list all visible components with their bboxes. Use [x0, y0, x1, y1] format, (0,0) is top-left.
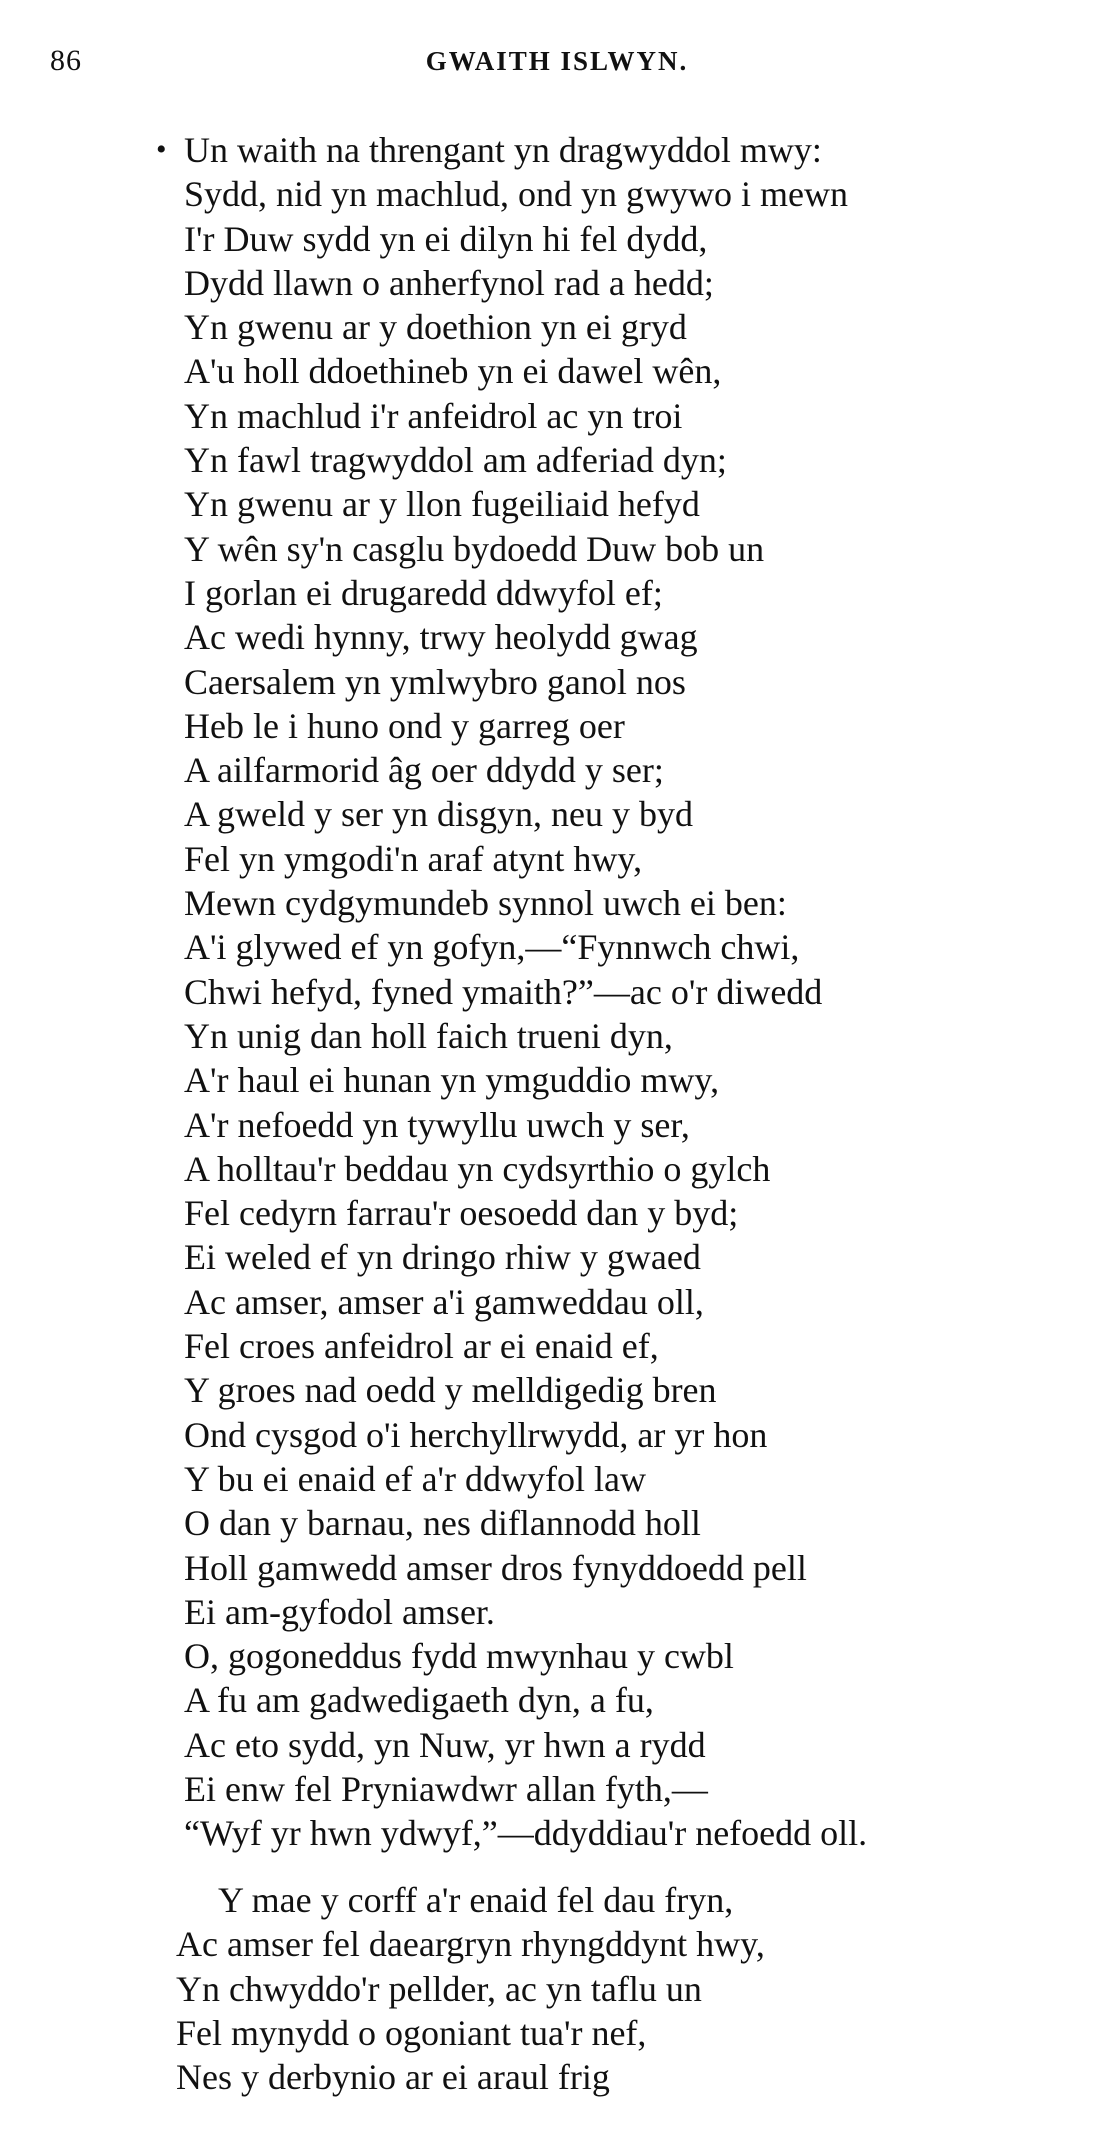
poem-line: Y mae y corff a'r enaid fel dau fryn, — [218, 1880, 734, 1920]
poem-line: Yn unig dan holl faich trueni dyn, — [184, 1015, 673, 1056]
poem-line: A ailfarmorid âg oer ddydd y ser; — [184, 750, 664, 791]
poem-line: Caersalem yn ymlwybro ganol nos — [184, 661, 686, 702]
poem-stanza — [0, 128, 1114, 1856]
poem-line: A'i glywed ef yn gofyn,—“Fynnwch chwi, — [184, 927, 800, 968]
stanza-marker: • — [156, 133, 167, 166]
poem-line: I'r Duw sydd yn ei dilyn hi fel dydd, — [184, 218, 708, 259]
poem-line: Sydd, nid yn machlud, ond yn gwywo i mewn — [184, 174, 848, 215]
poem-line: Ei enw fel Pryniawdwr allan fyth,— — [184, 1768, 708, 1809]
poem-line: Ac amser fel daeargryn rhyngddynt hwy, — [176, 1924, 765, 1965]
poem-stanza — [0, 1878, 1114, 2099]
poem-line: Yn gwenu ar y llon fugeiliaid hefyd — [184, 484, 700, 525]
poem-line: Ei weled ef yn dringo rhiw y gwaed — [184, 1237, 701, 1278]
poem-line: Ac amser, amser a'i gamweddau oll, — [184, 1281, 704, 1322]
poem-line: “Wyf yr hwn ydwyf,”—ddyddiau'r nefoedd oll. — [184, 1813, 868, 1854]
poem-line: Yn machlud i'r anfeidrol ac yn troi — [184, 395, 683, 436]
poem-line: Holl gamwedd amser dros fynyddoedd pell — [184, 1547, 807, 1588]
poem-line: Y groes nad oedd y melldigedig bren — [184, 1370, 717, 1411]
poem-line: Yn gwenu ar y doethion yn ei gryd — [184, 307, 687, 348]
running-head: GWAITH ISLWYN. — [425, 46, 689, 76]
poem-line: Nes y derbynio ar ei araul frig — [176, 2057, 610, 2098]
page-number: 86 — [50, 44, 82, 77]
poem-line: Chwi hefyd, fyned ymaith?”—ac o'r diwedd — [184, 971, 823, 1012]
poem-line: A'u holl ddoethineb yn ei dawel wên, — [184, 351, 722, 392]
poem-line: Y wên sy'n casglu bydoedd Duw bob un — [184, 528, 765, 569]
poem-line: Dydd llawn o anherfynol rad a hedd; — [184, 262, 714, 303]
poem-line: Y bu ei enaid ef a'r ddwyfol law — [184, 1458, 646, 1499]
poem-line: Ac eto sydd, yn Nuw, yr hwn a rydd — [184, 1724, 706, 1765]
poem-line: A'r haul ei hunan yn ymguddio mwy, — [184, 1060, 720, 1101]
poem-line: Yn fawl tragwyddol am adferiad dyn; — [184, 440, 727, 481]
poem-line: Ac wedi hynny, trwy heolydd gwag — [184, 617, 698, 658]
poem-line: Fel yn ymgodi'n araf atynt hwy, — [184, 838, 643, 879]
poem-line: I gorlan ei drugaredd ddwyfol ef; — [184, 572, 663, 613]
poem-line: A'r nefoedd yn tywyllu uwch y ser, — [184, 1104, 690, 1145]
poem-line: Ei am-gyfodol amser. — [184, 1591, 495, 1632]
poem-line: A holltau'r beddau yn cydsyrthio o gylch — [184, 1148, 771, 1189]
poem-line: Ond cysgod o'i herchyllrwydd, ar yr hon — [184, 1414, 768, 1455]
poem-line: Un waith na threngant yn dragwyddol mwy: — [184, 130, 822, 170]
poem-line: Yn chwyddo'r pellder, ac yn taflu un — [176, 1968, 702, 2009]
poem-line: O, gogoneddus fydd mwynhau y cwbl — [184, 1636, 734, 1677]
poem-line: Mewn cydgymundeb synnol uwch ei ben: — [184, 883, 787, 924]
poem-line: A gweld y ser yn disgyn, neu y byd — [184, 794, 693, 835]
poem-line: Fel mynydd o ogoniant tua'r nef, — [176, 2012, 647, 2053]
poem-line: O dan y barnau, nes diflannodd holl — [184, 1503, 701, 1544]
poem-line: Fel croes anfeidrol ar ei enaid ef, — [184, 1326, 659, 1367]
poem-line: Heb le i huno ond y garreg oer — [184, 705, 625, 746]
page-header — [0, 44, 1114, 84]
poem-line: A fu am gadwedigaeth dyn, a fu, — [184, 1680, 654, 1721]
poem-line: Fel cedyrn farrau'r oesoedd dan y byd; — [184, 1193, 739, 1234]
